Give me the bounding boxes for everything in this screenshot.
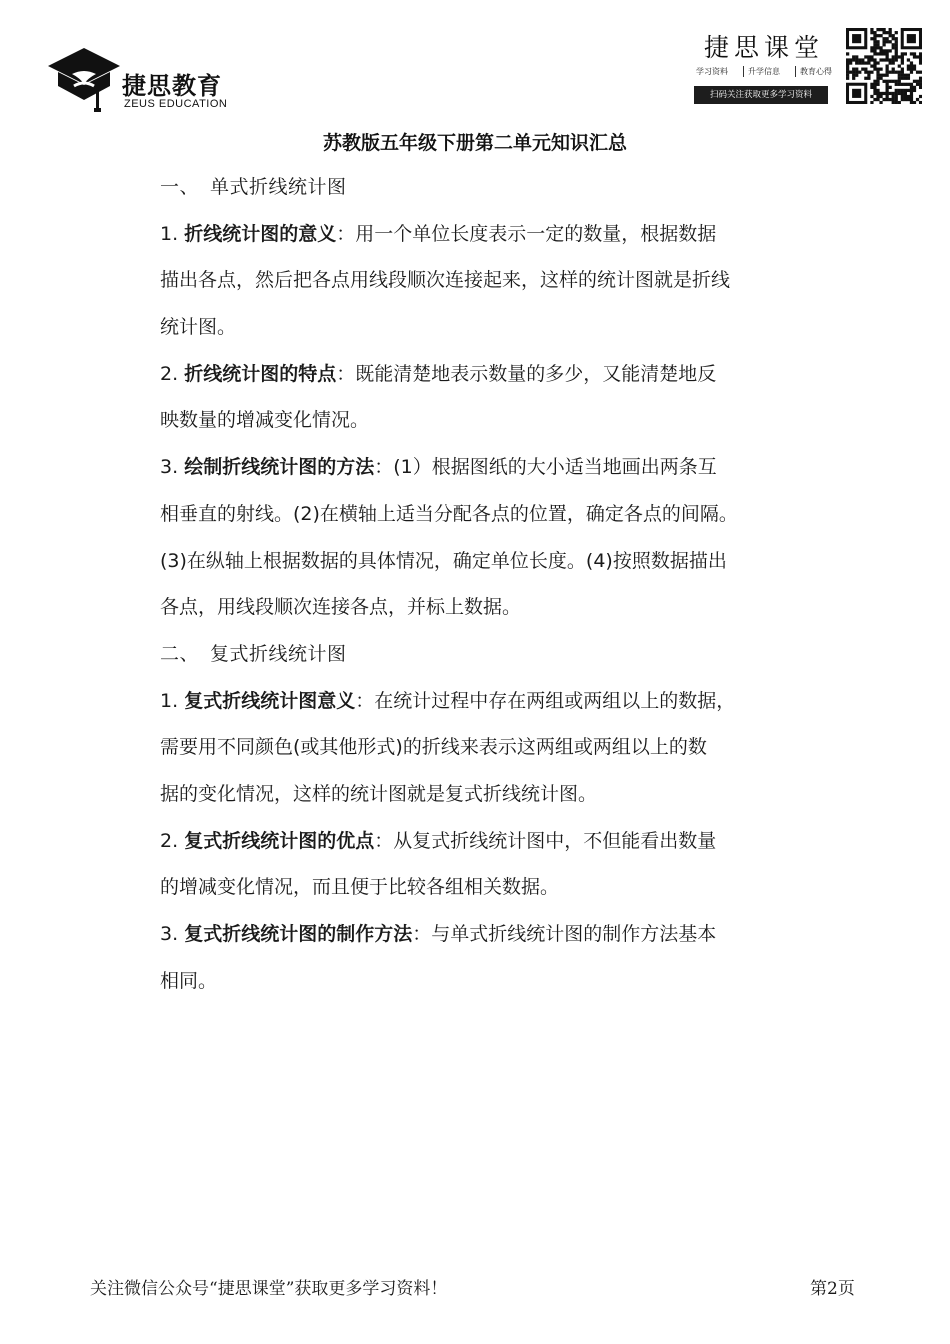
section-heading-text: 复式折线统计图	[210, 642, 347, 665]
item-number: 3.	[160, 456, 179, 479]
item-text-line: 的增减变化情况，而且便于比较各组相关数据。	[160, 876, 560, 899]
item-text: ：从复式折线统计图中，不但能看出数量	[374, 829, 717, 852]
logo	[44, 44, 244, 116]
brand-scan-bar: 扫码关注获取更多学习资料	[694, 86, 828, 104]
item-first-line	[160, 818, 790, 865]
item-number: 2.	[160, 829, 179, 852]
item-first-line	[160, 678, 790, 725]
item-text-line: 描出各点，然后把各点用线段顺次连接起来，这样的统计图就是折线	[160, 269, 731, 292]
item-text-line: 需要用不同颜色(或其他形式)的折线来表示这两组或两组以上的数	[160, 736, 707, 759]
document-body	[160, 164, 790, 1004]
brand-title: 捷思课堂	[704, 33, 825, 62]
qr-code-icon[interactable]	[846, 28, 922, 104]
logo-name: 捷思教育	[122, 72, 222, 100]
item-text: ：与单式折线统计图的制作方法基本	[412, 923, 717, 945]
item-text: ：(1）根据图纸的大小适当地画出两条互	[374, 456, 717, 479]
brand-tag: 升学信息	[743, 66, 780, 77]
section-heading	[160, 631, 790, 678]
item-label: 复式折线统计图的优点	[184, 829, 375, 852]
brand-tag: 学习资料	[696, 67, 728, 76]
logo-english-name: ZEUS EDUCATION	[124, 98, 228, 110]
document-title: 苏教版五年级下册第二单元知识汇总	[322, 132, 627, 154]
item-number: 1.	[160, 689, 179, 712]
item-text-line: 相垂直的射线。(2)在横轴上适当分配各点的位置，确定各点的间隔。	[160, 502, 738, 525]
brand-block	[694, 28, 832, 108]
item-label: 复式折线统计图意义	[184, 689, 356, 712]
item-text: ：既能清楚地表示数量的多少，又能清楚地反	[336, 362, 717, 385]
section-heading	[160, 164, 790, 211]
section-number: 二、	[160, 642, 200, 665]
item-first-line	[160, 211, 790, 258]
page-number: 第2页	[810, 1279, 855, 1299]
footer-note: 关注微信公众号“捷思课堂”获取更多学习资料！	[90, 1279, 448, 1299]
item-text-line: 相同。	[160, 969, 218, 992]
item-number: 3.	[160, 923, 179, 945]
brand-tag: 教育心得	[795, 66, 832, 77]
item-text: ：用一个单位长度表示一定的数量，根据数据	[336, 222, 717, 245]
item-label: 复式折线统计图的制作方法	[184, 923, 413, 945]
item-text-line: (3)在纵轴上根据数据的具体情况，确定单位长度。(4)按照数据描出	[160, 549, 727, 572]
item-text-line: 统计图。	[160, 316, 237, 339]
item-number: 1.	[160, 222, 179, 245]
item-label: 折线统计图的特点	[184, 362, 337, 385]
section-heading-text: 单式折线统计图	[210, 176, 347, 198]
item-label: 绘制折线统计图的方法	[184, 456, 375, 479]
item-text: ：在统计过程中存在两组或两组以上的数据，	[355, 689, 736, 712]
graduation-cap-icon	[44, 44, 124, 116]
item-number: 2.	[160, 362, 179, 385]
item-text-line: 映数量的增减变化情况。	[160, 409, 370, 432]
item-text-line: 各点，用线段顺次连接各点，并标上数据。	[160, 596, 522, 619]
item-first-line	[160, 351, 790, 398]
item-first-line	[160, 911, 790, 958]
section-number: 一、	[160, 176, 200, 198]
item-label: 折线统计图的意义	[184, 222, 337, 245]
item-text-line: 据的变化情况，这样的统计图就是复式折线统计图。	[160, 782, 598, 805]
brand-tags	[696, 66, 832, 77]
item-first-line	[160, 444, 790, 491]
